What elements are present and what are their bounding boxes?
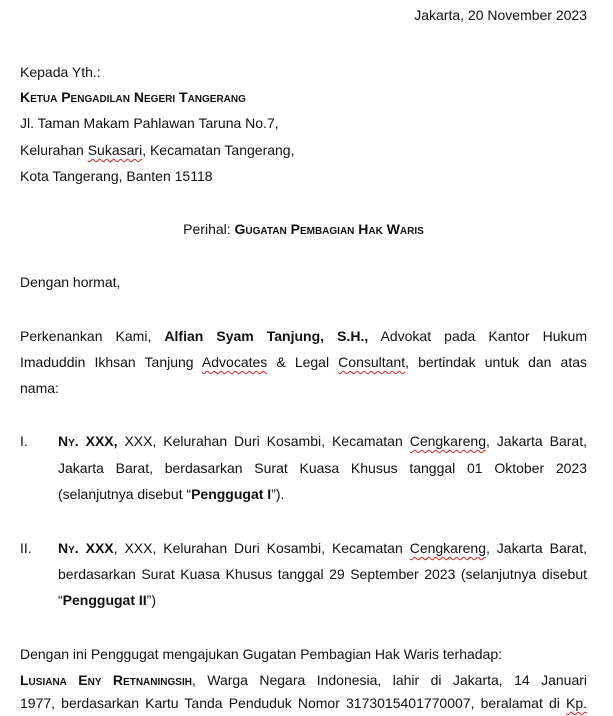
text: 1977, berdasarkan Kartu Tanda Penduduk Nomor 3173015401770007, beralamat di — [20, 695, 566, 711]
text: Perkenankan Kami, — [20, 328, 165, 344]
list-number: II. — [20, 540, 32, 556]
recipient-greeting: Kepada Yth.: — [20, 64, 101, 80]
spellcheck-word: Consultant — [338, 354, 406, 370]
recipient-address-line: Jl. Taman Makam Pahlawan Taruna No.7, — [20, 115, 279, 131]
paragraph-line — [58, 587, 587, 613]
text: ”). — [271, 486, 285, 502]
subject-label: Perihal: — [183, 221, 235, 237]
recipient-address-line: Kota Tangerang, Banten 15118 — [20, 168, 213, 184]
letter-date: Jakarta, 20 November 2023 — [414, 7, 587, 23]
text: (selanjutnya disebut “ — [58, 486, 192, 502]
spellcheck-word: Cengkareng — [409, 433, 486, 449]
text: Kelurahan — [20, 142, 88, 158]
recipient-address-line — [20, 137, 587, 163]
text: , Warga Negara Indonesia, lahir di Jakarta, 14 Januari — [191, 672, 588, 688]
recipient-name: Ketua Pengadilan Negeri Tangerang — [20, 89, 246, 105]
paragraph-line — [58, 428, 587, 454]
paragraph-line: nama: — [20, 380, 59, 396]
paragraph-line — [58, 481, 587, 507]
subject-value: Gugatan Pembagian Hak Waris — [234, 221, 424, 237]
spellcheck-word: Sukasari — [87, 142, 143, 158]
plaintiff-name: Ny. XXX — [58, 540, 114, 556]
text: , Kecamatan Tangerang, — [142, 142, 295, 158]
text: Advokat pada Kantor Hukum — [368, 328, 588, 344]
text: , Jakarta Barat, — [485, 433, 588, 449]
plaintiff-name: Ny. XXX, — [58, 433, 118, 449]
text: “ — [58, 592, 63, 608]
paragraph-line — [20, 690, 587, 716]
plaintiff-alias: Penggugat II — [62, 592, 147, 608]
salutation: Dengan hormat, — [20, 274, 121, 290]
subject-line — [20, 216, 587, 242]
paragraph-line — [20, 323, 587, 349]
spellcheck-word: Cengkareng — [409, 540, 486, 556]
text: , Jakarta Barat, — [485, 540, 588, 556]
paragraph-line: Jakarta Barat, berdasarkan Surat Kuasa Khusus tanggal 01 Oktober 2023 — [58, 460, 587, 476]
defendant-intro: Dengan ini Penggugat mengajukan Gugatan Pembagian Hak Waris terhadap: — [20, 646, 503, 662]
text: , bertindak untuk dan atas — [405, 354, 588, 370]
paragraph-line: berdasarkan Surat Kuasa Khusus tanggal 29 September 2023 (selanjutnya disebut — [58, 566, 587, 582]
spellcheck-word: Kp. — [565, 695, 587, 711]
spellcheck-word: Advocates — [201, 354, 268, 370]
paragraph-line — [20, 349, 587, 375]
text: & Legal — [267, 354, 339, 370]
text: ”) — [146, 592, 156, 608]
text: XXX, Kelurahan Duri Kosambi, Kecamatan — [117, 433, 410, 449]
text: Imaduddin Ikhsan Tanjung — [20, 354, 202, 370]
paragraph-line — [58, 535, 587, 561]
advocate-name: Alfian Syam Tanjung, S.H., — [164, 328, 369, 344]
plaintiff-alias: Penggugat I — [191, 486, 272, 502]
defendant-name: Lusiana Eny Retnaningsih — [20, 672, 192, 688]
list-number: I. — [20, 433, 28, 449]
text: , XXX, Kelurahan Duri Kosambi, Kecamatan — [113, 540, 410, 556]
